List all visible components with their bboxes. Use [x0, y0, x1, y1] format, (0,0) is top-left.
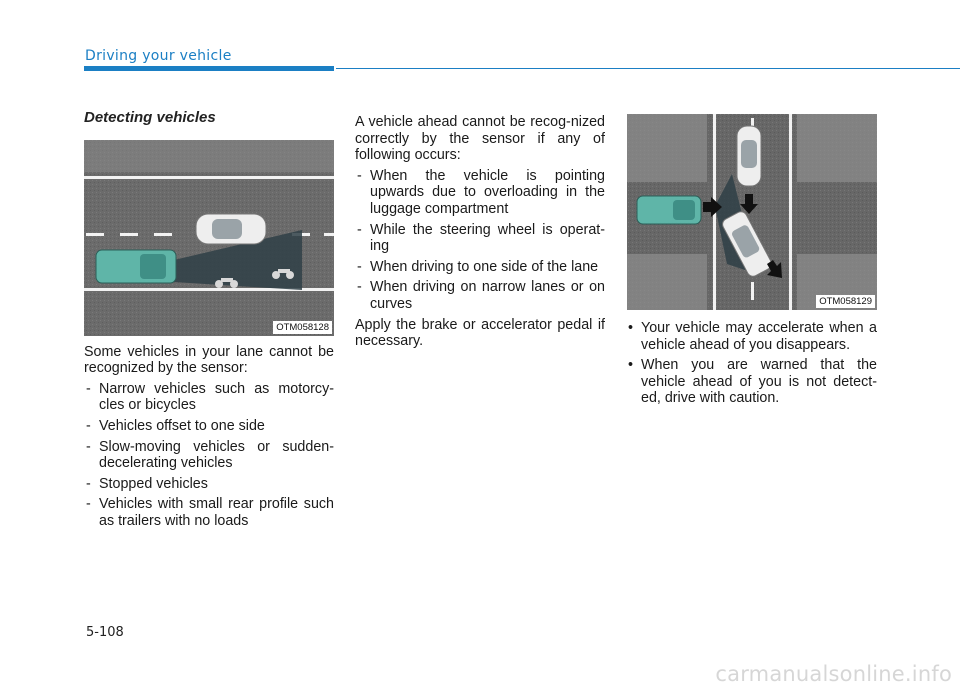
figure-code: OTM058128 — [273, 321, 332, 334]
own-vehicle-car — [637, 196, 701, 224]
section-title: Driving your vehicle — [85, 48, 232, 64]
watermark[interactable]: carmanualsonline.info — [715, 662, 952, 686]
list-item: - Vehicles with small rear profile such as trailers with no loads — [84, 496, 334, 529]
column-1 — [84, 110, 334, 534]
column-3 — [627, 114, 877, 411]
own-vehicle-car — [96, 250, 176, 283]
vehicle-ahead-car — [737, 126, 761, 186]
figure-detecting-vehicles — [84, 140, 334, 336]
list-item: - Vehicles offset to one side — [84, 418, 334, 435]
conditions-list — [355, 168, 605, 313]
column-2 — [355, 114, 605, 354]
list-item: - When driving on narrow lanes or on curves — [355, 279, 605, 312]
list-item: - Narrow vehicles such as motorcy-cles or bicycles — [84, 381, 334, 414]
list-item: - When the vehicle is pointing upwards due to overloading in the luggage compartment — [355, 168, 605, 218]
road-illustration-2 — [627, 114, 877, 310]
column1-intro: Some vehicles in your lane cannot be recognized by the sensor: — [84, 343, 334, 377]
list-item: • When you are warned that the vehicle ahead of you is not detect-ed, drive with caution. — [627, 357, 877, 407]
column2-closing: Apply the brake or accelerator pedal if necessary. — [355, 316, 605, 350]
header-rule-thin — [336, 68, 960, 69]
detecting-vehicles-heading: Detecting vehicles — [84, 109, 216, 126]
list-item: - Slow-moving vehicles or sudden-decelerating vehicles — [84, 439, 334, 472]
page-number: 5-108 — [86, 625, 124, 640]
header-rule-thick — [84, 66, 334, 71]
list-item: • Your vehicle may accelerate when a vehicle ahead of you disappears. — [627, 320, 877, 353]
vehicle-ahead-car — [196, 214, 266, 244]
figure-intersection — [627, 114, 877, 310]
column2-intro: A vehicle ahead cannot be recog-nized correctly by the sensor if any of following occurs: — [355, 114, 605, 164]
list-item: - Stopped vehicles — [84, 476, 334, 493]
list-item: - When driving to one side of the lane — [355, 259, 605, 276]
figure-code: OTM058129 — [816, 295, 875, 308]
caution-bullets — [627, 320, 877, 407]
undetected-vehicles-list — [84, 381, 334, 530]
road-illustration-1 — [84, 140, 334, 336]
list-item: - While the steering wheel is operat-ing — [355, 222, 605, 255]
